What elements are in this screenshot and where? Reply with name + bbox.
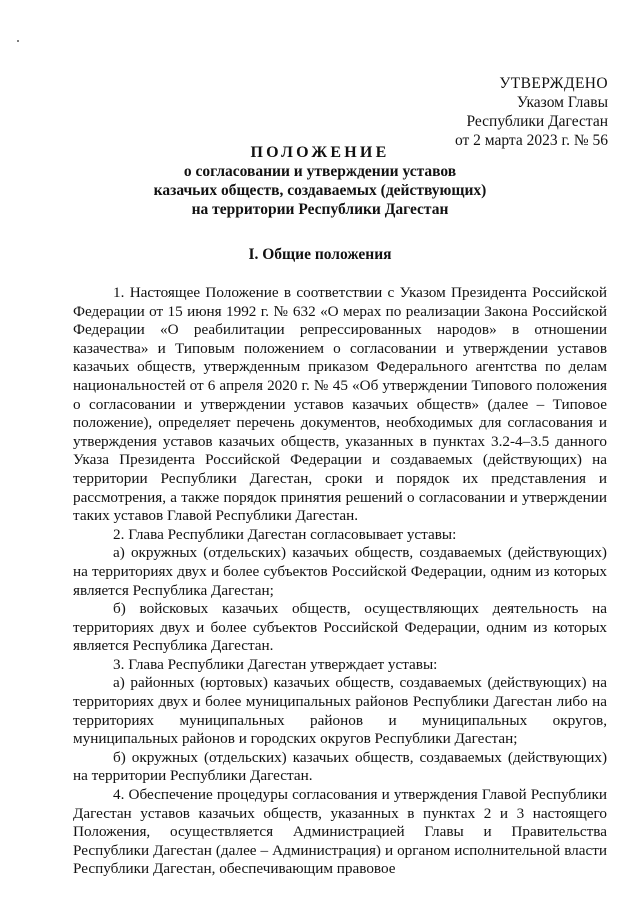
scan-speck [17, 40, 19, 42]
document-title [0, 143, 640, 219]
paragraph: а) окружных (отдельских) казачьих обществ, создаваемых (действующих) на территориях двух и более субъектов Российской Федерации, одним из которых является Республика Дагестан; [73, 544, 607, 599]
document-body [73, 284, 607, 879]
title-subline: казачьих обществ, создаваемых (действующих) [153, 182, 487, 199]
paragraph: а) районных (юртовых) казачьих обществ, создаваемых (действующих) на территориях двух и более муниципальных районов Республики Дагестан либо на территориях муниципальных районов и муниципальных округов, муниципальных районов и городских округов Республики Дагестан; [73, 674, 607, 748]
approval-line: Указом Главы [516, 94, 608, 111]
paragraph: б) окружных (отдельских) казачьих обществ, создаваемых (действующих) на территории Республики Дагестан. [73, 748, 607, 785]
approval-line: Республики Дагестан [466, 113, 608, 130]
paragraph: 3. Глава Республики Дагестан утверждает уставы: [113, 655, 438, 673]
approval-heading: УТВЕРЖДЕНО [499, 75, 608, 92]
paragraph: 1. Настоящее Положение в соответствии с Указом Президента Российской Федерации от 15 июня 1992 г. № 632 «О мерах по реализации Закона Российской Федерации «О реабилитации репрессированных народов» в отношении казачества» и Типовым положением о согласовании и утверждении уставов казачьих обществ, утвержденным приказом Федерального агентства по делам национальностей от 6 апреля 2020 г. № 45 «Об утверждении Типового положения о согласовании и утверждении уставов казачьих обществ» (далее – Типовое положение), определяет перечень документов, необходимых для согласования и утверждения уставов казачьих обществ, указанных в пунктах 3.2-4–3.5 данного Указа Президента Российской Федерации и создаваемых (действующих) на территории Республики Дагестан, сроки и порядок их представления и рассмотрения, а также порядок принятия решений о согласовании и утверждении таких уставов Главой Республики Дагестан. [73, 284, 607, 525]
approval-stamp [455, 74, 608, 150]
paragraph: 2. Глава Республики Дагестан согласовывает уставы: [113, 525, 457, 543]
paragraph: б) войсковых казачьих обществ, осуществляющих деятельность на территориях двух и более субъектов Российской Федерации, одним из которых является Республика Дагестан. [73, 600, 607, 655]
paragraph: 4. Обеспечение процедуры согласования и утверждения Главой Республики Дагестан уставов казачьих обществ, указанных в пунктах 2 и 3 настоящего Положения, осуществляется Администрацией Главы и Правительства Республики Дагестан (далее – Администрация) и органом исполнительной власти Республики Дагестан, обеспечивающим правовое [73, 786, 607, 878]
title-main: ПОЛОЖЕНИЕ [250, 144, 390, 161]
title-subline: на территории Республики Дагестан [191, 201, 449, 218]
title-subline: о согласовании и утверждении уставов [183, 163, 457, 180]
approval-line: от 2 марта 2023 г. № 56 [454, 132, 608, 149]
section-heading: I. Общие положения [248, 246, 392, 263]
